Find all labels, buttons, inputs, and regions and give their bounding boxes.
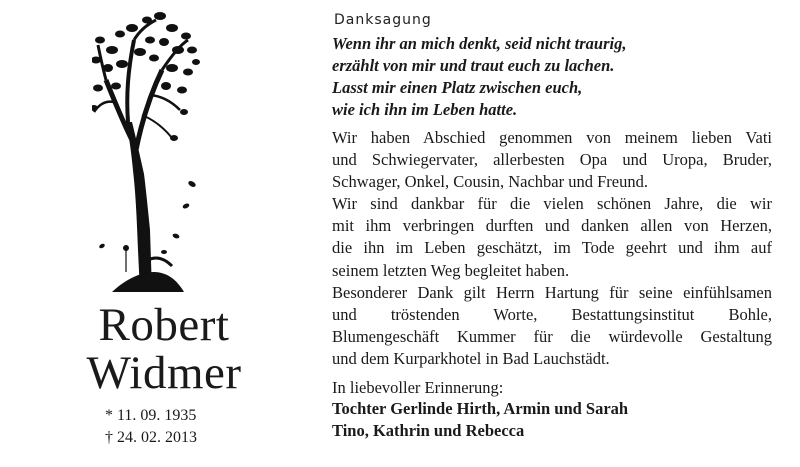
deceased-first-name: Robert (98, 299, 230, 351)
poem (332, 33, 772, 121)
death-date: † 24. 02. 2013 (105, 429, 197, 446)
poem-line: Wenn ihr an mich denkt, seid nicht traurig, (332, 34, 627, 53)
heading: Danksagung (334, 12, 432, 28)
family-line: Tino, Kathrin und Rebecca (332, 421, 525, 441)
body-line: mit ihm verbringen durften und danken allen von Herzen, (332, 216, 772, 236)
body-line: Schwager, Onkel, Cousin, Nachbar und Freund. (332, 172, 648, 192)
poem-line: wie ich ihn im Leben hatte. (332, 100, 518, 119)
poem-line: Lasst mir einen Platz zwischen euch, (332, 78, 583, 97)
closing-line: In liebevoller Erinnerung: (332, 378, 504, 398)
poem-line: erzählt von mir und traut euch zu lachen. (332, 56, 615, 75)
body-line: und tröstenden Worte, Bestattungsinstitut Bohle, (332, 304, 772, 324)
body-line: Wir sind dankbar für die vielen schönen Jahre, die wir (332, 194, 772, 214)
thanks-text (332, 127, 772, 370)
body-line: und Schwiegervater, allerbesten Opa und Uropa, Bruder, (332, 150, 772, 170)
family-line: Tochter Gerlinde Hirth, Armin und Sarah (332, 399, 629, 419)
body-line: die ihn im Leben geschätzt, im Tode geehrt und ihm auf (332, 238, 772, 258)
text-column (332, 10, 772, 442)
deceased-last-name: Widmer (86, 347, 242, 399)
body-line: und dem Kurparkhotel in Bad Lauchstädt. (332, 348, 610, 368)
birth-date: * 11. 09. 1935 (105, 407, 197, 424)
body-line: Blumengeschäft Kummer für die würdevolle Gestaltung (332, 326, 772, 346)
tree-illustration (92, 10, 202, 292)
body-line: Besonderer Dank gilt Herrn Hartung für seine einfühlsamen (332, 282, 772, 302)
body-line: seinem letzten Weg begleitet haben. (332, 260, 570, 280)
body-line: Wir haben Abschied genommen von meinem lieben Vati (332, 128, 772, 147)
